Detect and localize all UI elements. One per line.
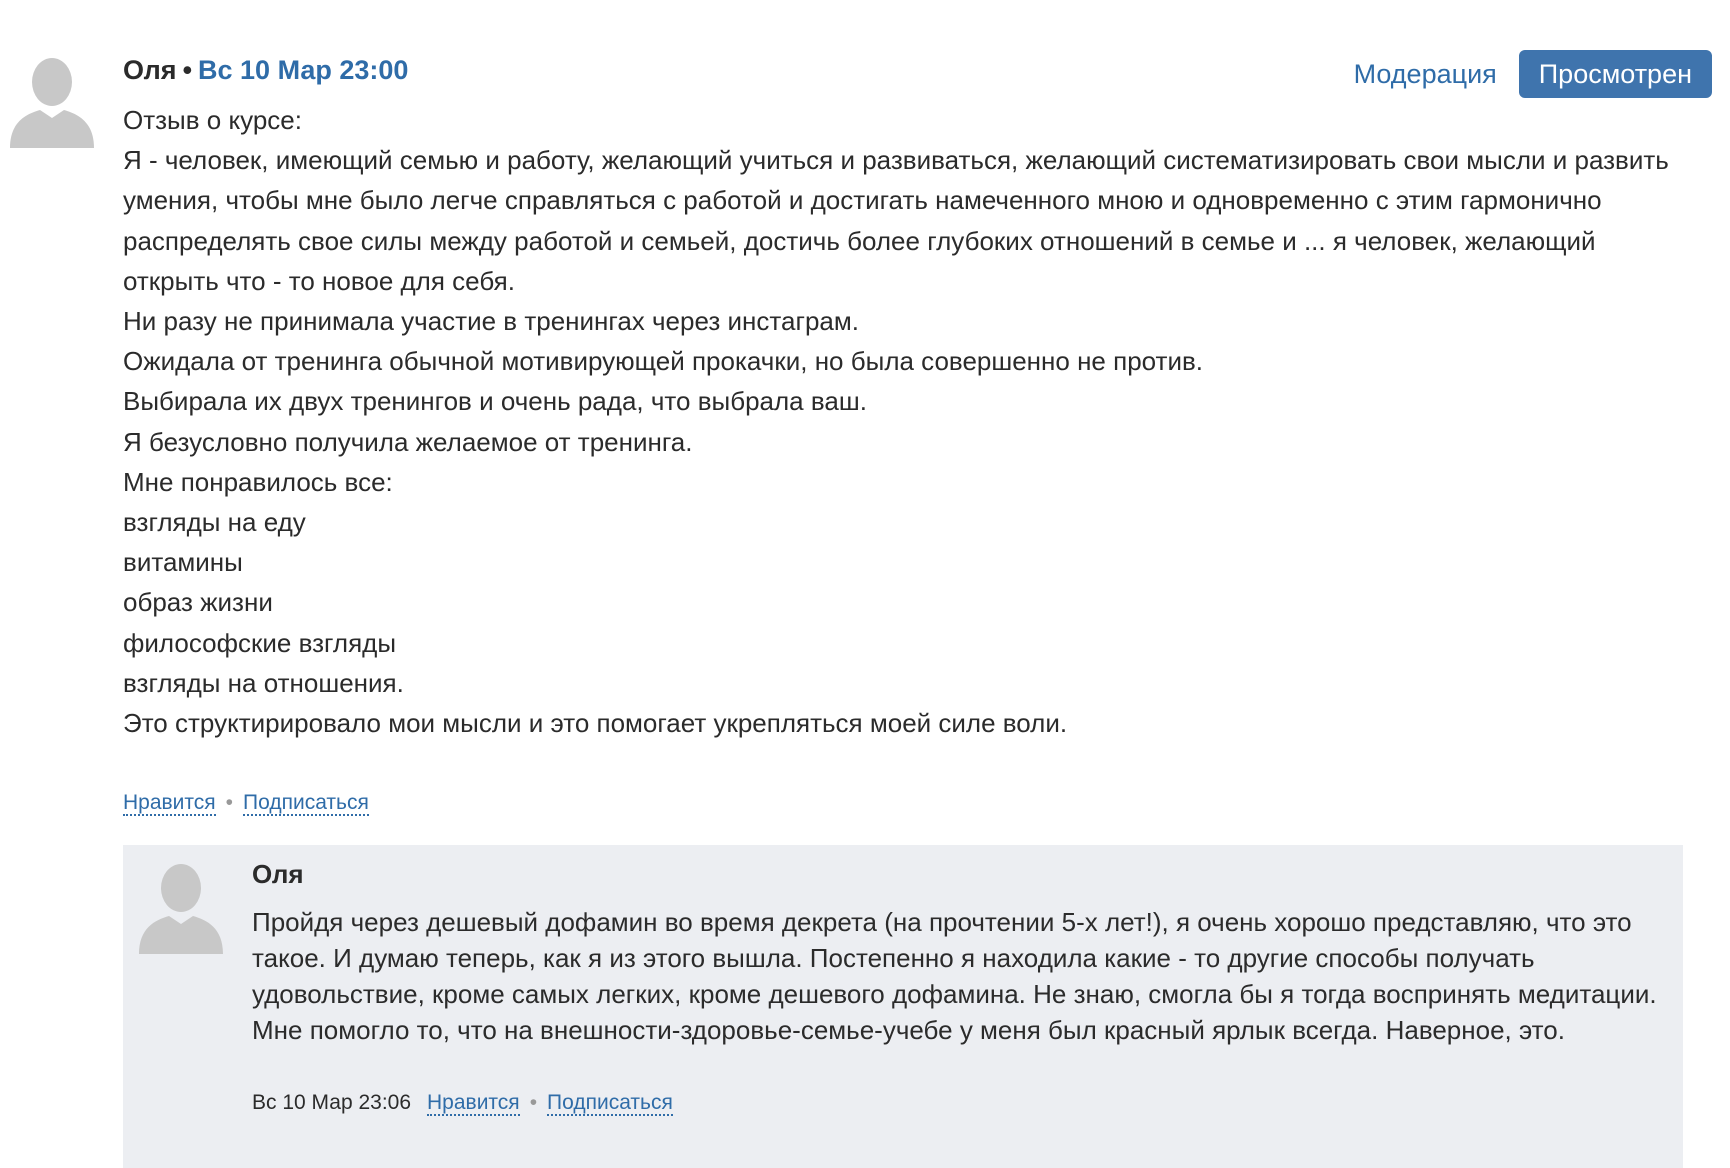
meta-separator: •	[225, 791, 234, 814]
review-paragraph: Я - человек, имеющий семью и работу, желающий учиться и развиваться, желающий систематизировать свои мысли и развить умения, чтобы мне было легче справляться с работой и достигать намеченного мною и одновременно с этим гармонично распределять свое силы между работой и семьей, достичь более глубоких отношений в семье и ... я человек, желающий открыть что - то новое для себя.	[123, 145, 1669, 296]
review-paragraph: витамины	[123, 547, 243, 578]
post-date-link[interactable]: Вс 10 Мар 23:00	[198, 55, 409, 85]
review-text	[123, 100, 1683, 743]
default-user-avatar-icon	[4, 52, 100, 148]
review-paragraph: взгляды на отношения.	[123, 667, 404, 698]
default-user-avatar-icon	[133, 858, 229, 954]
review-paragraph: взгляды на еду	[123, 507, 306, 538]
review-paragraph: Мне понравилось все:	[123, 466, 393, 497]
reply-meta-links	[252, 1088, 673, 1118]
post-header	[123, 52, 408, 88]
post-actions	[1354, 50, 1712, 98]
post-meta-links	[123, 788, 369, 818]
post-author-name[interactable]: Оля	[123, 55, 177, 85]
viewed-button[interactable]: Просмотрен	[1519, 50, 1712, 98]
review-paragraph: философские взгляды	[123, 627, 397, 658]
review-paragraph: Отзыв о курсе:	[123, 105, 302, 135]
review-paragraph: Я безусловно получила желаемое от тренинга.	[123, 426, 693, 457]
review-paragraph: Это структирировало мои мысли и это помогает укрепляться моей силе воли.	[123, 708, 1068, 739]
reply-author-name[interactable]: Оля	[252, 859, 304, 889]
meta-separator: •	[529, 1091, 538, 1114]
review-paragraph: Ожидала от тренинга обычной мотивирующей прокачки, но была совершенно не против.	[123, 346, 1204, 377]
reply-date: Вс 10 Мар 23:06	[252, 1091, 412, 1114]
review-paragraph: Ни разу не принимала участие в тренингах через инстаграм.	[123, 306, 859, 337]
reply-text: Пройдя через дешевый дофамин во время декрета (на прочтении 5-х лет!), я очень хорошо представляю, что это такое. И думаю теперь, как я из этого вышла. Постепенно я находила какие - то другие способы получать удовольствие, кроме самых легких, кроме дешевого дофамина. Не знаю, смогла бы я тогда воспринять медитации. Мне помогло то, что на внешности-здоровье-семье-учебе у меня был красный ярлык всегда. Наверное, это.	[252, 907, 1657, 1045]
moderation-link[interactable]: Модерация	[1353, 59, 1497, 89]
reply-subscribe-link[interactable]: Подписаться	[547, 1091, 673, 1114]
subscribe-link[interactable]: Подписаться	[243, 791, 369, 814]
author-avatar[interactable]	[4, 52, 100, 148]
header-separator: •	[182, 55, 193, 85]
review-paragraph: Выбирала их двух тренингов и очень рада, что выбрала ваш.	[123, 386, 867, 417]
like-link[interactable]: Нравится	[123, 791, 216, 814]
review-paragraph: образ жизни	[123, 587, 273, 618]
reply-like-link[interactable]: Нравится	[427, 1091, 520, 1114]
reply-author-avatar[interactable]	[133, 858, 229, 954]
